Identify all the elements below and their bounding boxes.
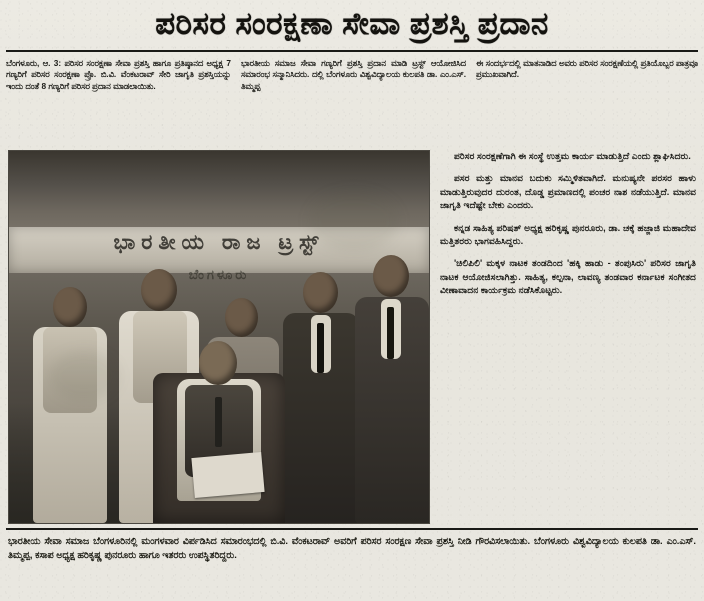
person-standing-5 (353, 223, 430, 523)
lead-paragraph-block (6, 58, 698, 146)
person-5-tie (387, 307, 394, 359)
headline: ಪರಿಸರ ಸಂರಕ್ಷಣಾ ಸೇವಾ ಪ್ರಶಸ್ತಿ ಪ್ರದಾನ (155, 6, 549, 41)
person-2-head (141, 269, 177, 311)
person-4-tie (317, 323, 324, 373)
lead-column-3: ಈ ಸಂದರ್ಭದಲ್ಲಿ ಮಾತನಾಡಿದ ಅವರು ಪರಿಸರ ಸಂರಕ್ಷಣೆಯಲ್ಲಿ ಪ್ರತಿಯೊಬ್ಬರ ಪಾತ್ರವೂ ಪ್ರಮುಖವಾಗಿದೆ. (476, 58, 698, 80)
caption-divider (6, 528, 698, 530)
person-1-head (53, 287, 87, 327)
seated-head (199, 341, 237, 385)
article-body-column (440, 150, 696, 522)
lead-column-2: ಭಾರತೀಯ ಸಮಾಜ ಸೇವಾ ಗಣ್ಯರಿಗೆ ಪ್ರಶಸ್ತಿ ಪ್ರದಾನ ಮಾಡಿ ಟ್ರಸ್ಟ್ ಆಯೋಜಿಸಿದ ಸಮಾರಂಭ ಸನ್ಮಾನಿಸಿದರು. ದಲ್ಲಿ ಬೆಂಗಳೂರು ವಿಶ್ವವಿದ್ಯಾಲಯ ಕುಲಪತಿ ಡಾ. ಎಂ.ಎಸ್. ತಿಮ್ಮಪ್ಪ (241, 58, 466, 91)
photo-caption: ಭಾರತೀಯ ಸೇವಾ ಸಮಾಜ ಬೆಂಗಳೂರಿನಲ್ಲಿ ಮಂಗಳವಾರ ವಿರ್ಪಡಿಸಿದ ಸಮಾರಂಭದಲ್ಲಿ ಬಿ.ವಿ. ವೆಂಕಟರಾವ್ ಅವರಿಗೆ ಪರಿಸರ ಸಂರಕ್ಷಣ ಸೇವಾ ಪ್ರಶಸ್ತಿ ನೀಡಿ ಗೌರವಿಸಲಾಯಿತು. ಬೆಂಗಳೂರು ವಿಶ್ವವಿದ್ಯಾಲಯ ಕುಲಪತಿ ಡಾ. ಎಂ.ಎಸ್. ತಿಮ್ಮಪ್ಪ, ಕಸಾಪ ಅಧ್ಯಕ್ಷ ಹರಿಕೃಷ್ಣ ಪುನರೂರು ಹಾಗೂ ಇತರರು ಉಪಸ್ಥಿತರಿದ್ದರು. (8, 535, 696, 560)
article-paragraph-2: ಪಸರ ಮತ್ತು ಮಾನವ ಬದುಕು ಸಮ್ಮಿಳಿತವಾಗಿದೆ. ಮನುಷ್ಯನೇ ಪರಸರ ಹಾಳು ಮಾಡುತ್ತಿರುವುದರ ದುರಂತ, ದೊಡ್ಡ ಪ್ರಮಾಣದಲ್ಲಿ ಪಂಚರ ನಾಶ ನಡೆಯುತ್ತಿದೆ. ಮಾನವ ಜಾಗೃತಿ ಇದೆಷ್ಟೇ ಬೇಕು ಎಂದರು. (440, 173, 696, 211)
person-5-head (373, 255, 409, 297)
banner-text-line1: ಭಾರತೀಯ ರಾಜ ಟ್ರಸ್ಟ್ (113, 231, 325, 254)
article-paragraph-4: 'ಚಿಲಿಪಿಲಿ' ಮಕ್ಕಳ ನಾಟಕ ತಂಡದಿಂದ 'ಹಕ್ಕಿ ಹಾಡು - ತಂಪುಸಿರು' ಪರಿಸರ ಜಾಗೃತಿ ನಾಟಕ ಆಯೋಜಿಸಲಾಗಿತ್ತು. ಸಾಹಿತ್ಯ, ಕಲ್ಪನಾ, ಲಾವಣ್ಯ ತಂಡವಾರ ಕರ್ನಾಟಕ ಸಂಗೀತದ ವೀಣಾವಾದನ ಕಾರ್ಯಕ್ರಮ ನಡೆಸಿಕೊಟ್ಟರು. (440, 258, 696, 296)
person-4-head (303, 272, 338, 313)
award-certificate (191, 452, 264, 498)
header-divider (6, 50, 698, 52)
banner-text-line2: ಬೆಂಗಳೂರು (188, 267, 250, 282)
lead-column-1: ಬೆಂಗಳೂರು, ಆ. 3: ಪರಿಸರ ಸಂರಕ್ಷಣಾ ಸೇವಾ ಪ್ರಶಸ್ತಿ ಹಾಗೂ ಪ್ರತಿಷ್ಠಾನದ ಅಧ್ಯಕ್ಷ 7 ಗಣ್ಯರಿಗೆ ಪರಿಸರ ಸಂರಕ್ಷಣಾ ಪ್ರೊ. ಬಿ.ವಿ. ವೆಂಕಟರಾವ್ ಸೇರಿ ಜಾಗೃತಿ ಪ್ರಶಸ್ತಿಯನ್ನು ಇಂದು ದಂತೆ 8 ಗಣ್ಯರಿಗೆ ಪರಿಸರ ಪ್ರದಾನ ಮಾಡಲಾಯಿತು. (6, 58, 231, 91)
article-paragraph-1: ಪರಿಸರ ಸಂರಕ್ಷಣೆಗಾಗಿ ಈ ಸಂಸ್ಥೆ ಉತ್ತಮ ಕಾರ್ಯ ಮಾಡುತ್ತಿದೆ ಎಂದು ಶ್ಲಾಘಿಸಿದರು. (454, 151, 691, 161)
person-1-shawl (43, 327, 97, 413)
article-paragraph-3: ಕನ್ನಡ ಸಾಹಿತ್ಯ ಪರಿಷತ್ ಅಧ್ಯಕ್ಷ ಹರಿಕೃಷ್ಣ ಪುನರೂರು, ಡಾ. ಚಕ್ಕೆ ಹಜ್ಜಾಜಿ ಮಹಾದೇವ ಮತ್ತಿತರರು ಭಾಗವಹಿಸಿದ್ದರು. (440, 222, 696, 247)
person-standing-1 (31, 263, 109, 523)
photo-scene (9, 151, 429, 523)
person-standing-4 (281, 247, 361, 523)
seated-tie (215, 397, 222, 447)
event-photograph (8, 150, 430, 524)
person-seated-awardee (159, 323, 279, 523)
